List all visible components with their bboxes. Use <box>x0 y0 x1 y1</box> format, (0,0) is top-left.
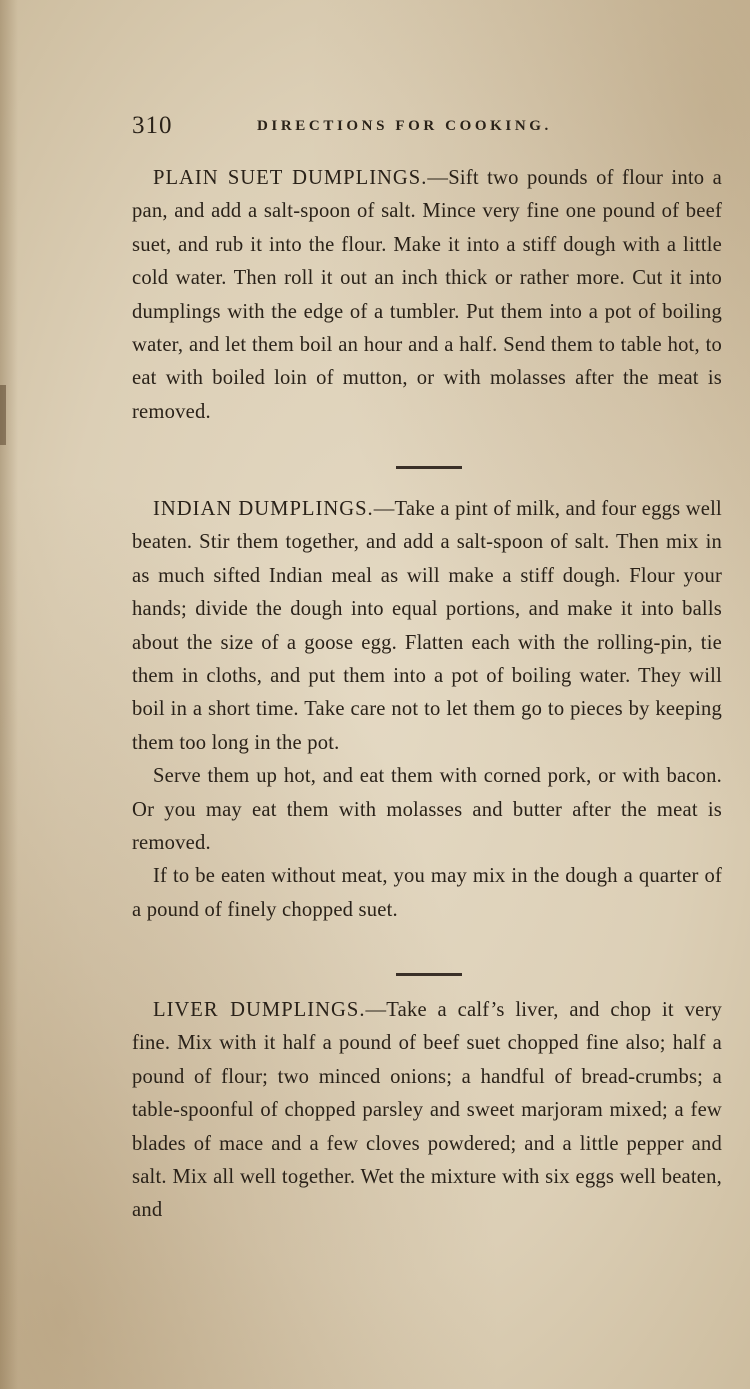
recipe-text: —Take a calf’s liver, and chop it very fine. Mix with it half a pound of beef suet chopped fine also; half a pound of flour; two minced onions; a handful of bread-crumbs; a table-spoonful of chopped parsley and sweet marjoram mixed; a few blades of mace and a few cloves powdered; and a little pepper and salt. Mix all well together. Wet the mixture with six eggs well beaten, and <box>132 999 723 1222</box>
running-head <box>132 112 612 142</box>
recipe-indian-dumplings <box>132 493 722 927</box>
section-divider <box>396 466 462 469</box>
recipe-plain-suet-dumplings <box>132 162 722 429</box>
recipe-paragraph <box>132 162 722 429</box>
recipe-liver-dumplings <box>132 994 722 1228</box>
recipe-heading: INDIAN DUMPLINGS. <box>153 498 374 520</box>
running-title: DIRECTIONS FOR COOKING. <box>257 118 552 134</box>
recipe-text: —Sift two pounds of flour into a pan, and add a salt-spoon of salt. Mince very fine one pound of beef suet, and rub it into the flour. Make it into a stiff dough with a little cold water. Then roll it out an inch thick or rather more. Cut it into dumplings with the edge of a tumbler. Put them into a pot of boiling water, and let them boil an hour and a half. Send them to table hot, to eat with boiled loin of mutton, or with molasses after the meat is removed. <box>132 167 722 423</box>
recipe-paragraph: If to be eaten without meat, you may mix in the dough a quarter of a pound of finely chopped suet. <box>132 865 722 921</box>
recipe-paragraph <box>132 493 722 760</box>
binding-mark <box>0 385 6 445</box>
recipe-paragraph: Serve them up hot, and eat them with corned pork, or with bacon. Or you may eat them with molasses and butter after the meat is removed. <box>132 765 722 855</box>
section-divider <box>396 973 462 976</box>
recipe-paragraph <box>132 994 722 1228</box>
recipe-heading: LIVER DUMPLINGS. <box>153 999 366 1021</box>
page-edge-shadow <box>0 0 18 1389</box>
recipe-text: —Take a pint of milk, and four eggs well beaten. Stir them together, and add a salt-spoon of salt. Then mix in as much sifted Indian meal as will make a stiff dough. Flour your hands; divide the dough into equal portions, and make it into balls about the size of a goose egg. Flatten each with the rolling-pin, tie them in cloths, and put them into a pot of boiling water. They will boil in a short time. Take care not to let them go to pieces by keeping them too long in the pot. <box>132 498 722 754</box>
page-number: 310 <box>132 112 173 139</box>
recipe-heading: PLAIN SUET DUMPLINGS. <box>153 167 428 189</box>
